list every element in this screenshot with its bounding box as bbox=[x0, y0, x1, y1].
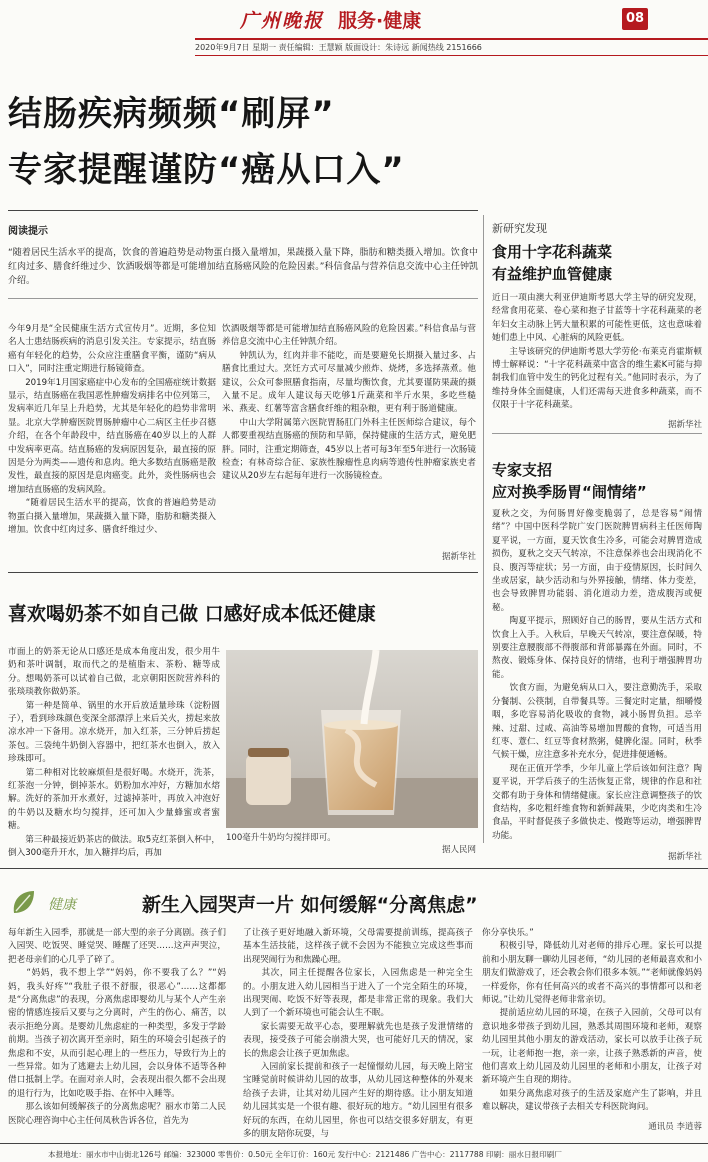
health-logo bbox=[8, 885, 108, 921]
main-story-column-1: 今年9月是“全民健康生活方式宣传月”。近期，多位知名人士患结肠疾病的消息引发关注。专家提示，结直肠癌有年轻化的趋势，公众应注重膳食平衡，谨防“病从口入”，同时注重定期进行肠镜筛查。 2019年1月国家癌症中心发布的全国癌症统计数据显示，结直肠癌在我国恶性肿瘤发病排名中位列第三，发病率近几年呈上升趋势，尤其是年轻化的趋势非常明显。北京大学肿瘤医院胃肠肿瘤中心二病区主任步召德介绍，在各个年龄段中，结直肠癌在40岁以上的人群中发病率更高。结直肠癌的发病原因复杂，最直接的原因是分为两类——遗传和息肉。绝大多数结直肠癌是散发性，最直接的原因是息肉癌变。此外，炎性肠病也会增加结直肠癌的发病风险。 “随着居民生活水平的提高，饮食的普遍趋势是动物蛋白摄入量增加，果蔬摄入量下降，脂肪和糖类摄入增加。饮食中红肉过多、膳食纤维过少、 bbox=[8, 324, 216, 536]
section-name: 服务·健康 bbox=[338, 10, 422, 32]
headline-line-1: 结肠疾病频频“刷屏” bbox=[8, 94, 335, 134]
tea-story-headline: 喜欢喝奶茶不如自己做 口感好成本低还健康 bbox=[8, 603, 376, 625]
intro-label: 阅读提示 bbox=[8, 226, 48, 237]
masthead bbox=[0, 0, 708, 40]
footer-text: 本报地址：丽水市中山街北126号 邮编：323000 零售价：0.50元 全年订价：160元 发行中心：2121486 广告中心：2117788 印刷：丽水日报印刷厂 bbox=[48, 1150, 562, 1159]
tea-story-byline: 据人民网 bbox=[441, 845, 476, 855]
headline-line-2: 专家提醒谨防“癌从口入” bbox=[8, 150, 405, 190]
kindergarten-byline: 通讯员 李逍蓉 bbox=[648, 1122, 702, 1132]
column-divider bbox=[483, 215, 484, 843]
kindergarten-top-rule bbox=[0, 868, 708, 869]
kindergarten-column-3: 你分享快乐。” 积极引导，降低幼儿对老师的排斥心理。家长可以提前和小朋友聊一聊幼儿园老师，“幼儿园的老师最喜欢和小朋友们做游戏了，还会教会你们很多本领。”“老师就像妈妈一样爱你，你有任何高兴的或者不高兴的事情都可以和老师说。”让幼儿觉得老师非常亲切。 提前适应幼儿园的环境，在孩子入园前，父母可以有意识地多带孩子到幼儿园，熟悉其周围环境和老师，观察幼儿园里其他小朋友的游戏活动，家长可以放手让孩子玩一玩，让老师抱一抱，亲一亲，让孩子熟悉新的声音，使他们喜欢上幼儿园及幼儿园里的老师和小朋友，让孩子对新环境产生自现的期待。 如果分离焦虑对孩子的生活及家庭产生了影响，并且难以解决，建议带孩子去相关专科医院询问。 bbox=[482, 928, 702, 1113]
sidebar-story2-headline-1: 专家支招 bbox=[492, 461, 553, 479]
sidebar-story2-text: 夏秋之交，为何肠胃好像变脆弱了，总是容易“闹情绪”？中国中医科学院广安门医院脾胃病科主任医师陶夏平说，一方面，夏天饮食生冷多，可能会对脾胃造成损伤，夏秋之交天气转凉，不注意保养也会出现消化不良、腹泻等症状；另一方面，由于疫情原因，长时间久坐或居家，缺少活动和与外界接触，情绪、体力变差，也会导致脾胃功能弱、消化道动力差，造成腹泻或便秘。 陶夏平提示，照顾好自己的肠胃，要从生活方式和饮食上入手。入秋后，早晚天气转凉，要注意保暖，特别要注意腰腹部不得腹部和背部暴露在外面。同时，不熬夜、锻炼身体、保持良好的情绪，也利于增强脾胃功能。 饮食方面，为避免病从口入，要注意勤洗手，采取分餐制、公筷制，自带餐具等。三餐定时定量，细嚼慢咽，多吃容易消化吸收的食物，减小肠胃负担。忌辛辣、过甜、过咸、高油等易增加胃酸的食物，可适当用红枣、薏仁、红豆等食材熬粥，健脾化湿。同时，秋季气候干燥，应注意多补充水分，促进排便通畅。 现在正值开学季，少年儿童上学后该如何注意？陶夏平说，开学后孩子的生活恢复正常，规律的作息和社交都有助于身体和情绪健康。家长应注意调整孩子的饮食结构，多吃粗纤维食物和新鲜蔬果，少吃肉类和生冷食品，平时督促孩子多做快走、慢跑等运动，增强脾胃功能。 bbox=[492, 509, 702, 841]
sidebar-story1-text: 近日一项由澳大利亚伊迪斯考恩大学主导的研究发现，经常食用花菜、卷心菜和抱子甘蓝等十字花科蔬菜的老年妇女主动脉上钙大量积累的可能性更低，这也意味着她们患上中风、心脏病的风险更低。 主导该研究的伊迪斯考恩大学劳伦·布莱克肖霍斯顿博士解释说：“十字花科蔬菜中富含的维生素K可能与抑制我们血管中发生的钙化过程有关。”他同时表示，为了维持身体全面健康，人们还需每天进食多种蔬菜，而不仅限于十字花科蔬菜。 bbox=[492, 293, 702, 411]
date-line: 2020年9月7日 星期一 责任编辑：王慧颖 版面设计：朱诗远 新闻热线 2151666 bbox=[195, 43, 482, 52]
sidebar-story2-headline-2: 应对换季肠胃“闹情绪” bbox=[492, 483, 647, 501]
intro-bottom-rule bbox=[8, 298, 478, 299]
milk-tea-illustration bbox=[226, 650, 478, 828]
tea-story-text: 市面上的奶茶无论从口感还是成本角度出发，很少用牛奶和茶叶调制，取而代之的是植脂末、茶粉、糖等成分。想喝奶茶可以试着自己做，北京朝阳医院营养科的张琰琰教你做奶茶。 第一种是简单、锅里的水开后放适量珍珠（淀粉圆子），看到珍珠颜色变深全部漂浮上来后关火，捞起来放凉水冲一下备用。凉水烧开，加入红茶，三分钟后捞起茶包。三袋纯牛奶倒入容器中，把红茶水也倒入，放入珍珠即可。 第二种相对比较麻烦但是很好喝。水烧开，洗茶，红茶泡一分钟，倒掉茶水。奶粉加水冲好，方糖加水熔解。洗好的茶加开水煮好，过滤掉茶叶，再放入冲泡好的牛奶以及糖水均匀搅拌，还可加入少量蜂蜜或者蜜糖。 第三种最接近奶茶店的做法。取5克红茶倒入杯中，倒入300毫升开水，加入糖拌均后，再加 bbox=[8, 647, 220, 859]
milk-tea-photo bbox=[226, 650, 478, 828]
sidebar-story1-byline: 据新华社 bbox=[667, 420, 702, 430]
sidebar-story2-byline: 据新华社 bbox=[667, 852, 702, 862]
page-number: 08 bbox=[622, 8, 648, 30]
intro-top-rule bbox=[8, 210, 478, 211]
kindergarten-column-2: 了让孩子更好地融入新环境，父母需要提前训练，提高孩子基本生活技能，这样孩子就不会因为不能独立完成这些事而出现哭闹行为和焦躁心理。 其次，同主任提醒各位家长，入园焦虑是一种完全生的。小朋友进入幼儿园相当于进入了一个完全陌生的环境，出现哭闹、吃饭不好等表现，都是非常正常的现象。我们大人到了一个新环境也可能会认生不眠。 家长需要无故平心态，要理解就先也是孩子发泄情绪的表现，接受孩子可能会崩溃大哭，也可能好几天的情况，家长的焦虑会让孩子更加焦虑。 入园前家长提前和孩子一起憧憬幼儿园，每天晚上陪宝宝睡觉前时候讲幼儿园的故事，从幼儿园这种整体的外观来给孩子去讲，让其对幼儿园产生好的期待感。让小朋友知道幼儿园其实是一个很有趣、很好玩的地方。“幼儿园里有很多好玩的东西，在幼儿园里，你也可以结交很多好朋友，有更多的朋友陪你玩耍，与 bbox=[243, 928, 473, 1140]
main-story-byline: 据新华社 bbox=[441, 552, 476, 562]
tea-photo-caption: 100毫升牛奶均匀搅拌即可。 bbox=[226, 833, 336, 843]
intro-text: “随着居民生活水平的提高，饮食的普遍趋势是动物蛋白摄入量增加，果蔬摄入量下降，脂肪和糖类摄入增加。饮食中红肉过多、膳食纤维过少、饮酒吸烟等都是可能增加结直肠癌风险的危险因素。”科信食品与营养信息交流中心主任钟凯介绍。 bbox=[8, 248, 478, 286]
sidebar-story1-headline-1: 食用十字花科蔬菜 bbox=[492, 243, 613, 261]
kindergarten-column-1: 每年新生入园季，那就是一部大型的亲子分离剧。孩子们入园哭、吃饭哭、睡觉哭、睡醒了还哭……这声声哭泣，把老母亲们的心几乎了碎了。 “妈妈，我不想上学”“妈妈，你不要我了么？”“妈妈，我头好疼”“我肚子很不舒服，很恶心”……这都都是“分离焦虑”的表现，分离焦虑即婴幼儿与某个人产生亲密的情感连接后又要与之分离时，产生的伤心、痛苦，以表示拒绝分离。是婴幼儿焦虑症的一种类型，多发于学龄前期。当孩子初次离开至亲时，陌生的环境会引起孩子的焦虑和不安，从而引起心理上的一些压力，导致行为上的一些异常。如为了逃避去上幼儿园，会以身体不适等各种借口抵制上学。在面对亲人时，会表现出很久都不会出现的退行行为，比如吃吸手指、在怀中入睡等。 那么该如何缓解孩子的分离焦虑呢？丽水市第二人民医院心理咨询中心主任何凤秋告诉各位，首先为 bbox=[8, 928, 226, 1126]
date-line-rule bbox=[195, 55, 708, 56]
health-logo-text: 健康 bbox=[48, 897, 76, 913]
sidebar-kicker: 新研究发现 bbox=[492, 222, 547, 235]
paper-name: 广州晚报 bbox=[240, 10, 325, 32]
main-story-column-2: 饮酒吸烟等都是可能增加结直肠癌风险的危险因素。”科信食品与营养信息交流中心主任钟凯介绍。 钟凯认为，红肉并非不能吃，而是要避免长期摄入量过多、占膳食比重过大。烹饪方式可尽量减少煎炸、烧烤，多选择蒸煮。他建议，公众可参照膳食指南，尽量均衡饮食，尤其要谨防果蔬的摄入量不足。成年人建议每天吃够1斤蔬菜和半斤水果，多吃些糙米、燕麦、红薯等富含膳食纤维的粗杂粮，更有利于肠道健康。 中山大学附属第六医院胃肠肛门外科主任医师综合建议，每个人都要重视结直肠癌的预防和早筛，保持健康的生活方式，避免肥胖。同时，注重定期筛查，45岁以上者可每3年至5年进行一次肠镜检查；有林奇综合征、家族性腺瘤性息肉病等遗传性肿瘤家族史者建议从20岁左右起每年进行一次肠镜检查。 bbox=[222, 324, 476, 482]
sidebar-story-divider bbox=[492, 433, 702, 434]
main-story-bottom-rule bbox=[8, 572, 478, 573]
kindergarten-headline: 新生入园哭声一片 如何缓解“分离焦虑” bbox=[142, 894, 478, 916]
sidebar-story1-headline-2: 有益维护血管健康 bbox=[492, 265, 613, 283]
footer-rule bbox=[0, 1143, 708, 1144]
footer bbox=[0, 1145, 708, 1162]
masthead-rule bbox=[195, 38, 708, 40]
